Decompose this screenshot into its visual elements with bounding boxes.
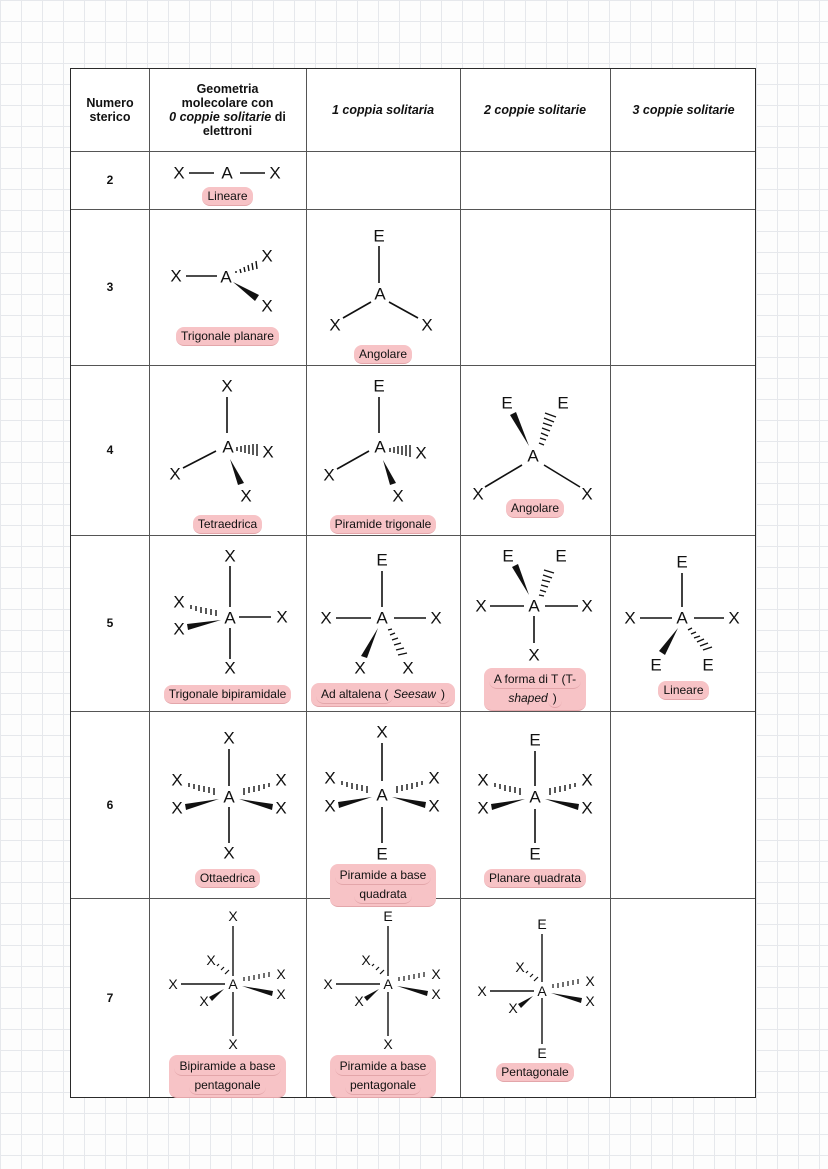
ligand-x: X: [585, 973, 595, 989]
ligand-x: X: [206, 952, 216, 968]
cell-5-linear: [610, 535, 757, 711]
geometry-label: Lineare: [149, 187, 306, 206]
ligand-x: X: [402, 658, 414, 678]
ligand-x: X: [581, 770, 593, 790]
molecule-tetrahedral-diagram: [149, 365, 306, 535]
geometry-label: Piramide a base quadrata: [306, 864, 460, 907]
ligand-x: X: [276, 607, 288, 627]
header-zero-lone-pairs: Geometria molecolare con 0 coppie solitarie di elettroni: [169, 82, 286, 138]
ligand-x: X: [431, 966, 441, 982]
ligand-x: X: [269, 163, 281, 183]
central-atom: A: [383, 976, 393, 992]
cell-6-octahedral: [149, 711, 306, 898]
geometry-label: Trigonale planare: [149, 327, 306, 346]
lone-pair-e: E: [373, 376, 385, 396]
central-atom: A: [527, 446, 539, 466]
ligand-x: X: [508, 1000, 518, 1016]
ligand-x: X: [171, 770, 183, 790]
central-atom: A: [676, 608, 688, 628]
ligand-x: X: [477, 798, 489, 818]
ligand-x: X: [528, 645, 540, 665]
geometry-label: Tetraedrica: [149, 515, 306, 534]
ligand-x: X: [428, 796, 440, 816]
geometry-label: Angolare: [460, 499, 610, 518]
central-atom: A: [220, 267, 232, 287]
ligand-x: X: [477, 983, 487, 999]
lone-pair-e: E: [537, 1045, 547, 1061]
ligand-x: X: [323, 465, 335, 485]
molecule-trigonal-pyramidal-diagram: [306, 365, 460, 535]
cell-4-tetrahedral: [149, 365, 306, 535]
central-atom: A: [223, 787, 235, 807]
geometry-label: Ottaedrica: [149, 869, 306, 888]
cell-5-t-shaped: [460, 535, 610, 711]
ligand-x: X: [475, 596, 487, 616]
steric-number-2: 2: [106, 173, 114, 187]
geometry-label: Piramide a base pentagonale: [306, 1055, 460, 1098]
lone-pair-e: E: [376, 844, 388, 864]
central-atom: A: [537, 983, 547, 999]
cell-4-trigonal-pyramidal: [306, 365, 460, 535]
lone-pair-e: E: [537, 916, 547, 932]
ligand-x: X: [228, 908, 238, 924]
cell-3-bent: [306, 209, 460, 365]
ligand-x: X: [581, 798, 593, 818]
ligand-x: X: [431, 986, 441, 1002]
cell-5-trigonal-bipyramidal: [149, 535, 306, 711]
steric-number-5: 5: [106, 616, 114, 630]
cell-7-pentagonal-pyramidal: [306, 898, 460, 1098]
ligand-x: X: [376, 722, 388, 742]
geometry-label: Lineare: [610, 681, 757, 700]
cell-7-pentagonal-planar: [460, 898, 610, 1098]
molecule-bent-diagram: [306, 209, 460, 365]
lone-pair-e: E: [529, 844, 541, 864]
lone-pair-e: E: [501, 393, 513, 413]
ligand-x: X: [275, 770, 287, 790]
geometry-label: Trigonale bipiramidale: [149, 685, 306, 704]
geometry-label: A forma di T (T- shaped ): [460, 668, 610, 711]
geometry-label: Piramide trigonale: [306, 515, 460, 534]
ligand-x: X: [228, 1036, 238, 1052]
ligand-x: X: [171, 798, 183, 818]
lone-pair-e: E: [555, 546, 567, 566]
cell-3-trigonal-planar: [149, 209, 306, 365]
ligand-x: X: [173, 592, 185, 612]
ligand-x: X: [430, 608, 442, 628]
ligand-x: X: [199, 993, 209, 1009]
lone-pair-e: E: [373, 226, 385, 246]
cell-4-bent: [460, 365, 610, 535]
central-atom: A: [222, 437, 234, 457]
ligand-x: X: [515, 959, 525, 975]
ligand-x: X: [428, 768, 440, 788]
ligand-x: X: [354, 658, 366, 678]
header-two-lone-pairs: 2 coppie solitarie: [483, 103, 587, 117]
cell-5-seesaw: [306, 535, 460, 711]
central-atom: A: [376, 608, 388, 628]
central-atom: A: [374, 284, 386, 304]
ligand-x: X: [224, 658, 236, 678]
ligand-x: X: [223, 728, 235, 748]
ligand-x: X: [168, 976, 178, 992]
cell-6-square-planar: [460, 711, 610, 898]
ligand-x: X: [223, 843, 235, 863]
ligand-x: X: [240, 486, 252, 506]
ligand-x: X: [169, 464, 181, 484]
ligand-x: X: [585, 993, 595, 1009]
ligand-x: X: [472, 484, 484, 504]
cell-2-linear: [149, 151, 306, 209]
ligand-x: X: [261, 296, 273, 316]
central-atom: A: [221, 163, 233, 183]
ligand-x: X: [383, 1036, 393, 1052]
ligand-x: X: [221, 376, 233, 396]
ligand-x: X: [276, 966, 286, 982]
steric-number-4: 4: [106, 443, 114, 457]
ligand-x: X: [421, 315, 433, 335]
ligand-x: X: [173, 163, 185, 183]
header-one-lone-pair: 1 coppia solitaria: [331, 103, 435, 117]
ligand-x: X: [477, 770, 489, 790]
steric-number-6: 6: [106, 797, 114, 812]
lone-pair-e: E: [383, 908, 393, 924]
geometry-label: Pentagonale: [460, 1063, 610, 1082]
ligand-x: X: [361, 952, 371, 968]
central-atom: A: [528, 596, 540, 616]
steric-number-7: 7: [106, 991, 114, 1005]
lone-pair-e: E: [702, 655, 714, 675]
central-atom: A: [228, 976, 238, 992]
lone-pair-e: E: [376, 550, 388, 570]
central-atom: A: [374, 437, 386, 457]
ligand-x: X: [262, 442, 274, 462]
lone-pair-e: E: [529, 730, 541, 750]
ligand-x: X: [581, 484, 593, 504]
central-atom: A: [529, 787, 541, 807]
geometry-label: Angolare: [306, 345, 460, 364]
ligand-x: X: [261, 246, 273, 266]
ligand-x: X: [354, 993, 364, 1009]
ligand-x: X: [173, 619, 185, 639]
ligand-x: X: [415, 443, 427, 463]
ligand-x: X: [275, 798, 287, 818]
geometry-label: Ad altalena ( Seesaw ): [306, 683, 460, 707]
header-three-lone-pairs: 3 coppie solitarie: [632, 103, 735, 117]
central-atom: A: [376, 785, 388, 805]
header-steric-number: Numero sterico: [86, 96, 134, 124]
cell-7-pentagonal-bipyramidal: [149, 898, 306, 1098]
ligand-x: X: [170, 266, 182, 286]
ligand-x: X: [329, 315, 341, 335]
ligand-x: X: [224, 546, 236, 566]
lone-pair-e: E: [650, 655, 662, 675]
ligand-x: X: [392, 486, 404, 506]
ligand-x: X: [624, 608, 636, 628]
geometry-label: Planare quadrata: [460, 869, 610, 888]
geometry-label: Bipiramide a base pentagonale: [149, 1055, 306, 1098]
ligand-x: X: [320, 608, 332, 628]
ligand-x: X: [323, 976, 333, 992]
lone-pair-e: E: [557, 393, 569, 413]
lone-pair-e: E: [502, 546, 514, 566]
central-atom: A: [224, 608, 236, 628]
vsepr-table: [70, 68, 756, 1098]
ligand-x: X: [276, 986, 286, 1002]
steric-number-3: 3: [106, 280, 114, 294]
cell-6-square-pyramidal: [306, 711, 460, 901]
ligand-x: X: [728, 608, 740, 628]
lone-pair-e: E: [676, 552, 688, 572]
ligand-x: X: [324, 768, 336, 788]
ligand-x: X: [581, 596, 593, 616]
ligand-x: X: [324, 796, 336, 816]
